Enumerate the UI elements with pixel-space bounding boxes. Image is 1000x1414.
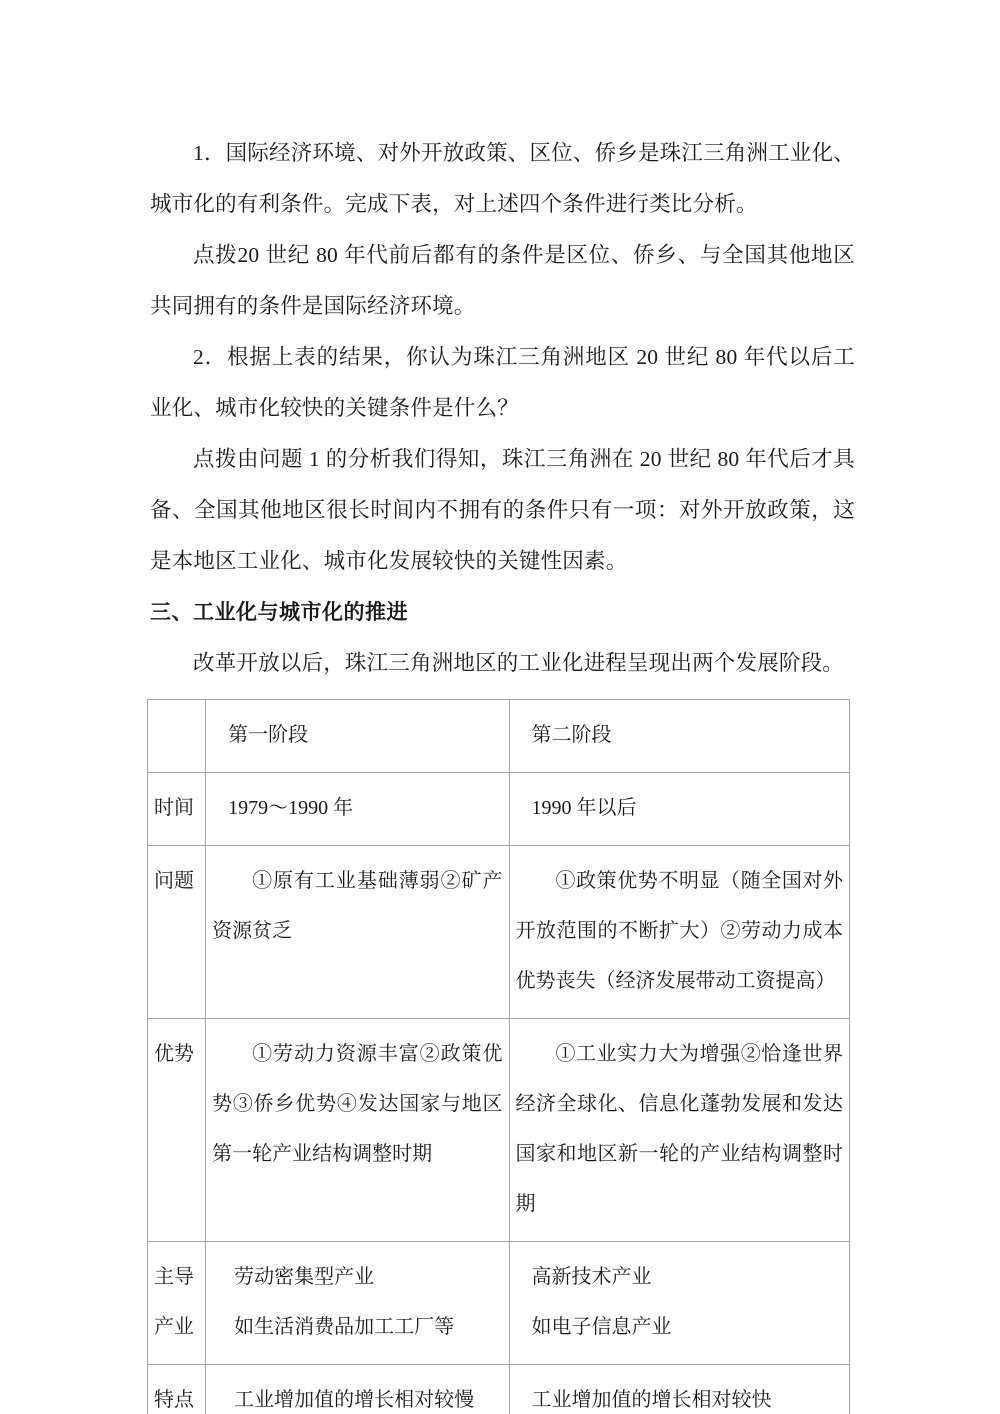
row-label-leading-industry-line2: 产业 [154, 1316, 194, 1338]
cell-leading-industry-stage1-line1: 劳动密集型产业 [234, 1266, 375, 1288]
table-row [148, 1019, 850, 1242]
table-header-stage1: 第一阶段 [206, 700, 509, 773]
row-label-time: 时间 [148, 773, 206, 846]
paragraph-intro: 改革开放以后，珠江三角洲地区的工业化进程呈现出两个发展阶段。 [193, 651, 845, 675]
section-heading: 三、工业化与城市化的推进 [150, 601, 408, 624]
table-row [148, 846, 850, 1019]
cell-advantage-stage2: ①工业实力大为增强②恰逢世界经济全球化、信息化蓬勃发展和发达国家和地区新一轮的产业结构调整时期 [509, 1019, 850, 1242]
table-header-row [148, 700, 850, 773]
table-row [148, 773, 850, 846]
cell-leading-industry-stage2 [509, 1242, 850, 1365]
cell-feature-stage2: 工业增加值的增长相对较快 [509, 1365, 850, 1414]
row-label-feature: 特点 [148, 1365, 206, 1414]
row-label-leading-industry [148, 1242, 206, 1365]
table-row [148, 1242, 850, 1365]
cell-problem-stage2: ①政策优势不明显（随全国对外开放范围的不断扩大）②劳动力成本优势丧失（经济发展带动工资提高） [509, 846, 850, 1019]
cell-time-stage1: 1979～1990 年 [206, 773, 509, 846]
paragraph-question-1: 1．国际经济环境、对外开放政策、区位、侨乡是珠江三角洲工业化、城市化的有利条件。完成下表，对上述四个条件进行类比分析。 [150, 141, 855, 216]
cell-leading-industry-stage1 [206, 1242, 509, 1365]
paragraph-hint-1: 点拨20 世纪 80 年代前后都有的条件是区位、侨乡、与全国其他地区共同拥有的条件是国际经济环境。 [150, 243, 855, 318]
paragraph-hint-2: 点拨由问题 1 的分析我们得知，珠江三角洲在 20 世纪 80 年代后才具备、全国其他地区很长时间内不拥有的条件只有一项：对外开放政策，这是本地区工业化、城市化发展较快的关键性因素。 [150, 447, 855, 573]
cell-feature-stage1: 工业增加值的增长相对较慢 [206, 1365, 509, 1414]
table-corner-cell [148, 700, 206, 773]
row-label-problem: 问题 [148, 846, 206, 1019]
cell-leading-industry-stage1-line2: 如生活消费品加工工厂等 [234, 1316, 455, 1338]
industrialization-stage-table [147, 699, 850, 1414]
table-row [148, 1365, 850, 1414]
row-label-advantage: 优势 [148, 1019, 206, 1242]
row-label-leading-industry-line1: 主导 [154, 1266, 194, 1288]
table-header-stage2: 第二阶段 [509, 700, 850, 773]
cell-leading-industry-stage2-line1: 高新技术产业 [531, 1266, 652, 1288]
paragraph-question-2: 2．根据上表的结果，你认为珠江三角洲地区 20 世纪 80 年代以后工业化、城市化较快的关键条件是什么？ [150, 345, 855, 420]
cell-time-stage2: 1990 年以后 [509, 773, 850, 846]
cell-problem-stage1: ①原有工业基础薄弱②矿产资源贫乏 [206, 846, 509, 1019]
cell-advantage-stage1: ①劳动力资源丰富②政策优势③侨乡优势④发达国家与地区第一轮产业结构调整时期 [206, 1019, 509, 1242]
cell-leading-industry-stage2-line2: 如电子信息产业 [531, 1316, 672, 1338]
